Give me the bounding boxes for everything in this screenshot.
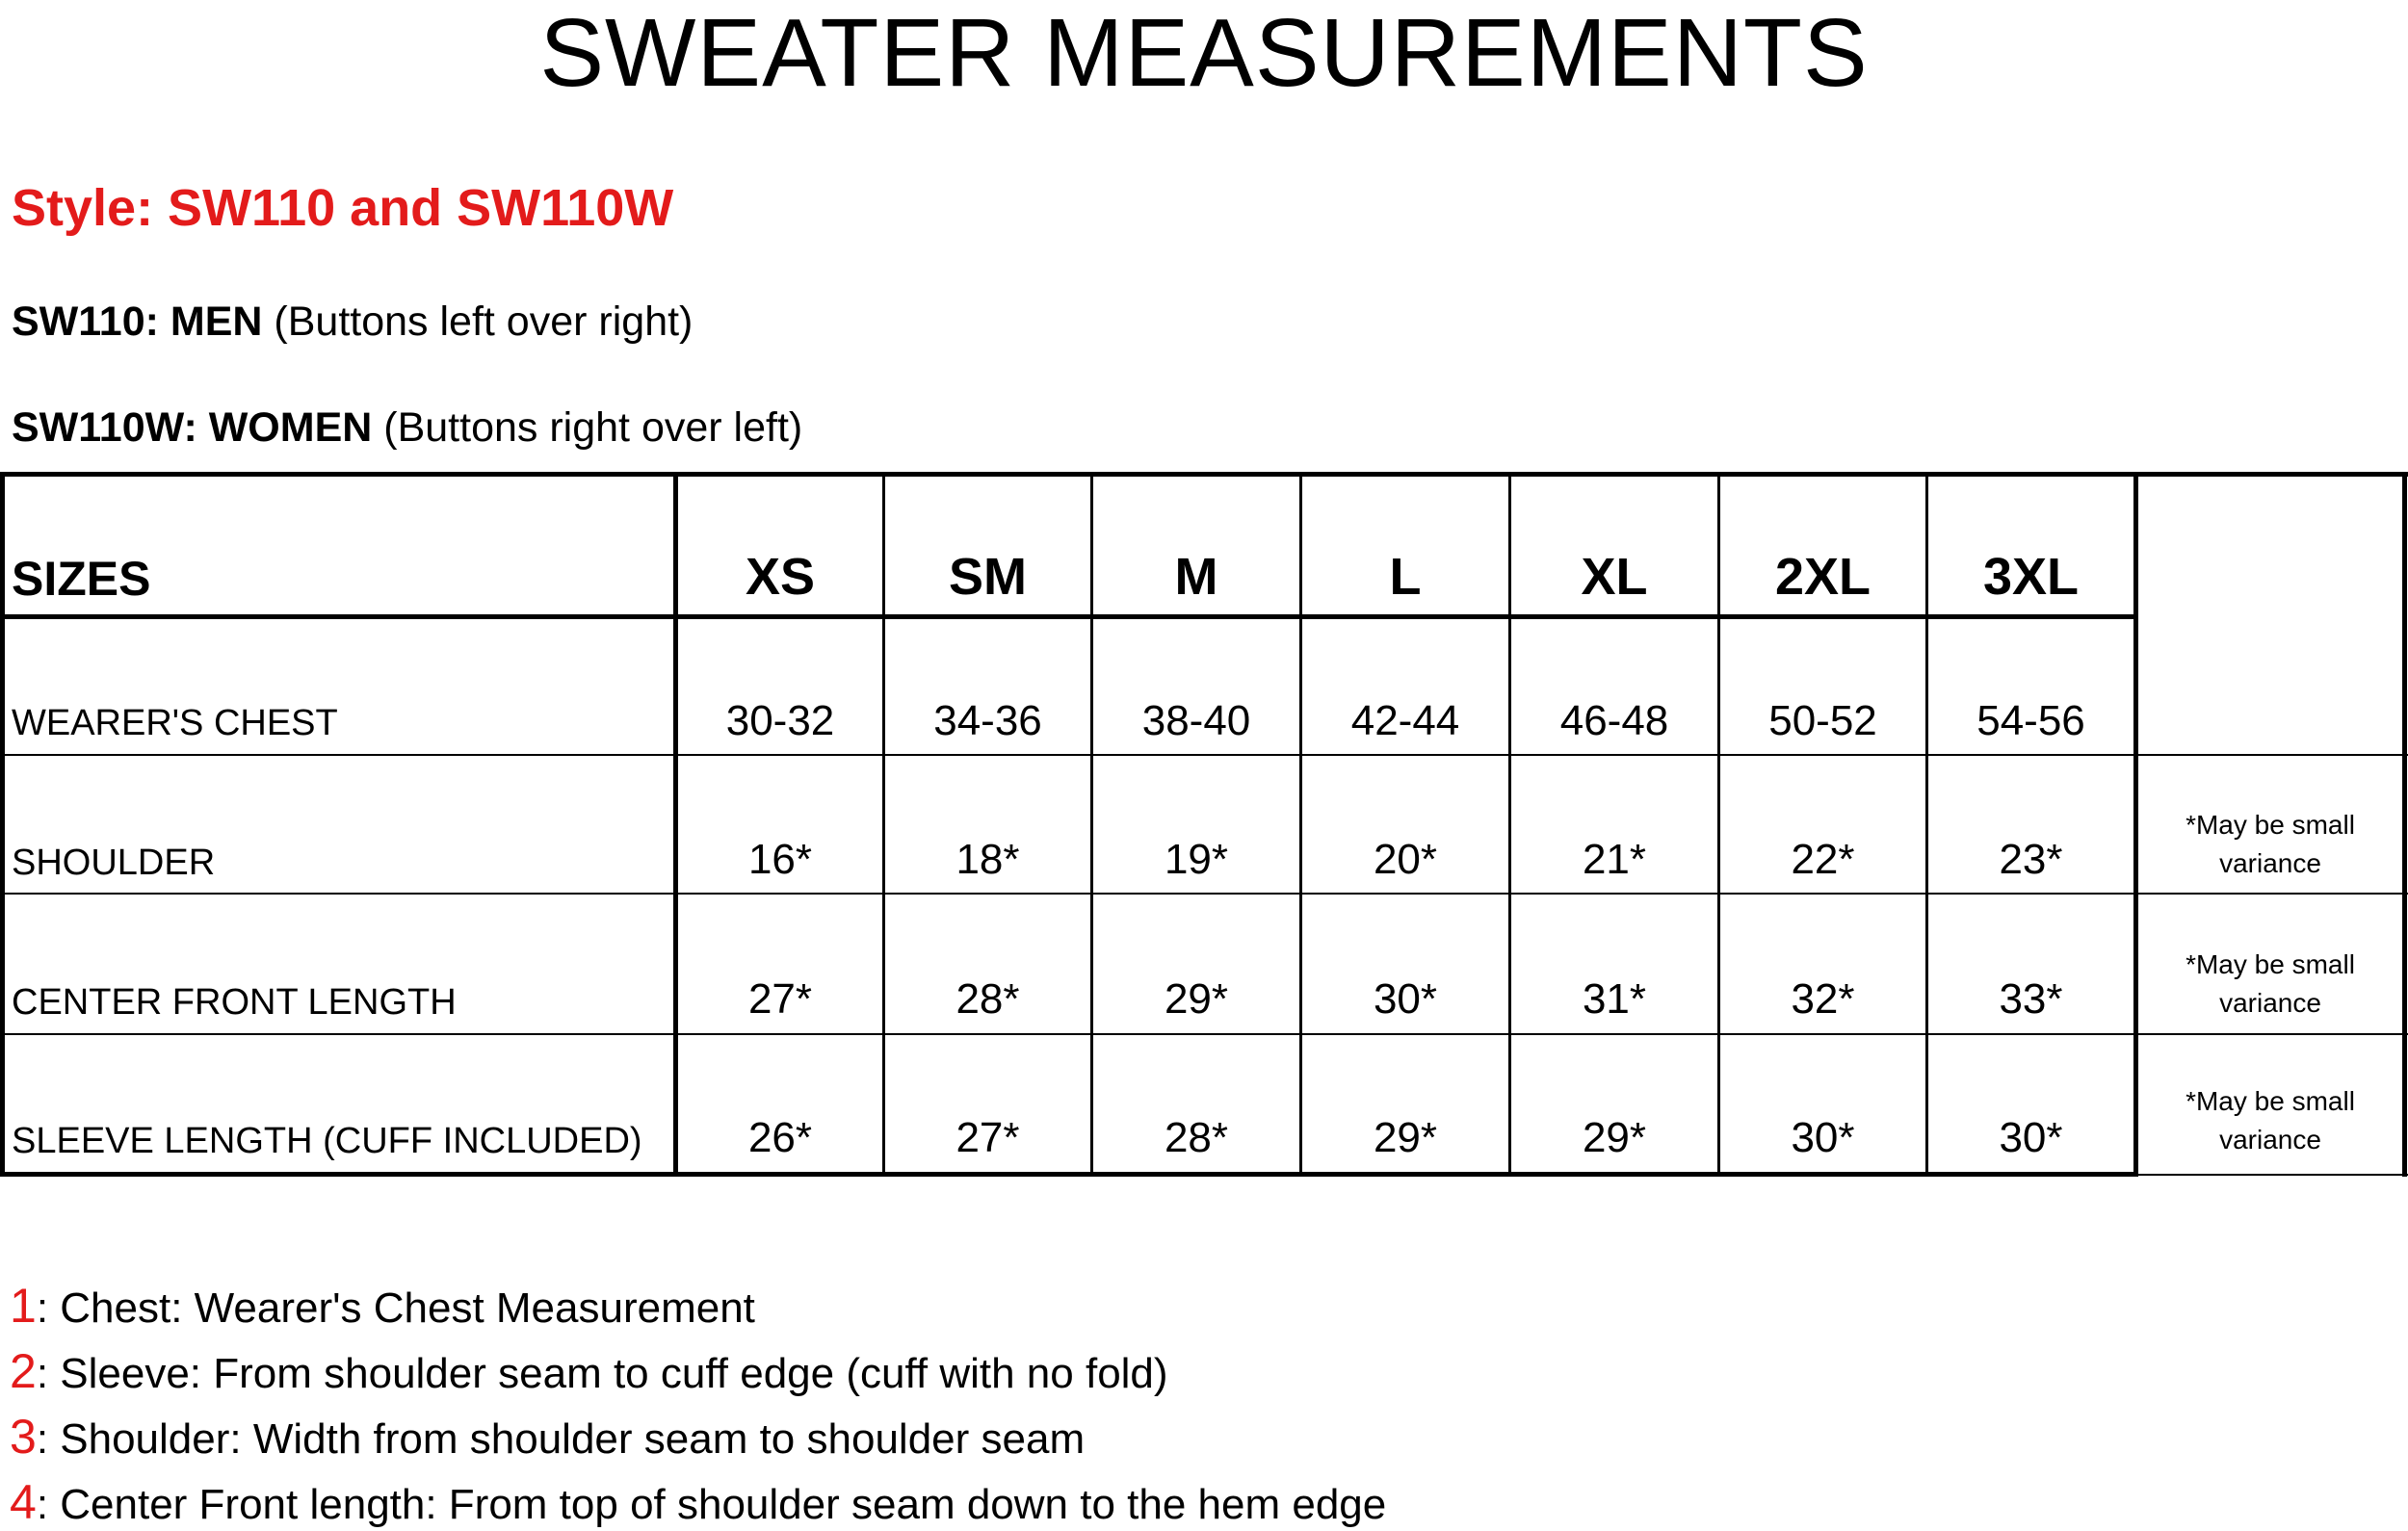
page-title: SWEATER MEASUREMENTS: [539, 0, 1869, 107]
header-divider: [0, 614, 2136, 619]
row-label-chest: WEARER'S CHEST: [12, 703, 338, 743]
variance-note-line1: *May be small: [2186, 810, 2355, 840]
size-header: XS: [745, 548, 816, 606]
table-cell: 28*: [955, 975, 1020, 1023]
variant-men: [12, 298, 693, 346]
footnote-text: : Shoulder: Width from shoulder seam to shoulder seam: [36, 1415, 1086, 1463]
table-cell: 30*: [1791, 1114, 1855, 1161]
variance-note: [2138, 946, 2402, 1023]
variance-note-line2: variance: [2219, 1125, 2321, 1155]
table-cell: 30-32: [725, 697, 835, 744]
table-cell: 22*: [1791, 836, 1855, 883]
table-cell: 21*: [1582, 836, 1647, 883]
size-header: M: [1174, 548, 1218, 606]
table-cell: 27*: [747, 975, 813, 1023]
footnote-number: 2: [10, 1344, 37, 1398]
size-header: SM: [949, 548, 1027, 606]
footnote-number: 4: [10, 1475, 37, 1529]
variant-men-detail: (Buttons left over right): [262, 298, 694, 345]
table-cell: 50-52: [1768, 697, 1877, 744]
table-cell: 33*: [1999, 975, 2063, 1023]
table-cell: 29*: [1164, 975, 1229, 1023]
row-divider: [0, 754, 2408, 756]
table-cell: 29*: [1582, 1114, 1647, 1161]
footnote-center-front-length: [10, 1474, 1386, 1530]
table-cell: 28*: [1164, 1114, 1229, 1161]
variance-note: [2138, 806, 2402, 883]
variant-women-detail: (Buttons right over left): [372, 404, 803, 451]
note-border-bottom: [2136, 1174, 2408, 1176]
table-cell: 54-56: [1976, 697, 2085, 744]
footnote-text: : Center Front length: From top of shoulder seam down to the hem edge: [36, 1481, 1387, 1528]
row-label-center-front-length: CENTER FRONT LENGTH: [12, 982, 457, 1023]
table-border-top: [0, 472, 2408, 477]
variance-note-line2: variance: [2219, 988, 2321, 1018]
row-divider: [0, 893, 2408, 895]
size-chart-table: [0, 472, 2408, 1177]
row-label-shoulder: SHOULDER: [12, 843, 216, 883]
variance-note-line2: variance: [2219, 848, 2321, 878]
table-cell: 16*: [747, 836, 813, 883]
table-border-bottom: [0, 1172, 2136, 1177]
footnote-chest: [10, 1278, 755, 1334]
footnote-text: : Sleeve: From shoulder seam to cuff edge (cuff with no fold): [36, 1350, 1168, 1397]
table-cell: 38-40: [1141, 697, 1251, 744]
table-cell: 26*: [747, 1114, 813, 1161]
size-header: 2XL: [1774, 548, 1871, 606]
footnote-number: 3: [10, 1410, 37, 1464]
variant-women: [12, 404, 802, 452]
table-cell: 23*: [1999, 836, 2063, 883]
table-cell: 20*: [1373, 836, 1438, 883]
footnote-sleeve: [10, 1343, 1168, 1399]
size-header: XL: [1581, 548, 1648, 606]
footnote-text: : Chest: Wearer's Chest Measurement: [36, 1284, 755, 1332]
table-cell: 29*: [1373, 1114, 1438, 1161]
size-header: 3XL: [1982, 548, 2080, 606]
table-border-left: [0, 472, 5, 1177]
table-border-right: [2402, 472, 2407, 1177]
footnote-number: 1: [10, 1279, 37, 1333]
table-cell: 27*: [955, 1114, 1020, 1161]
row-divider: [0, 1033, 2408, 1035]
style-heading: Style: SW110 and SW110W: [12, 179, 674, 237]
table-cell: 30*: [1999, 1114, 2063, 1161]
variant-women-code: SW110W: WOMEN: [12, 404, 373, 451]
table-cell: 18*: [955, 836, 1020, 883]
table-cell: 42-44: [1350, 697, 1460, 744]
variant-men-code: SW110: MEN: [12, 298, 263, 345]
table-cell: 46-48: [1559, 697, 1669, 744]
footnote-shoulder: [10, 1409, 1085, 1465]
table-cell: 19*: [1164, 836, 1229, 883]
row-label-sleeve-length: SLEEVE LENGTH (CUFF INCLUDED): [12, 1121, 642, 1161]
table-cell: 30*: [1373, 975, 1438, 1023]
variance-note-line1: *May be small: [2186, 1086, 2355, 1116]
variance-note: [2138, 1082, 2402, 1159]
variance-note-line1: *May be small: [2186, 949, 2355, 979]
size-header: L: [1389, 548, 1422, 606]
table-cell: 31*: [1582, 975, 1647, 1023]
table-cell: 34-36: [933, 697, 1042, 744]
table-cell: 32*: [1791, 975, 1855, 1023]
header-sizes-label: SIZES: [12, 552, 151, 606]
